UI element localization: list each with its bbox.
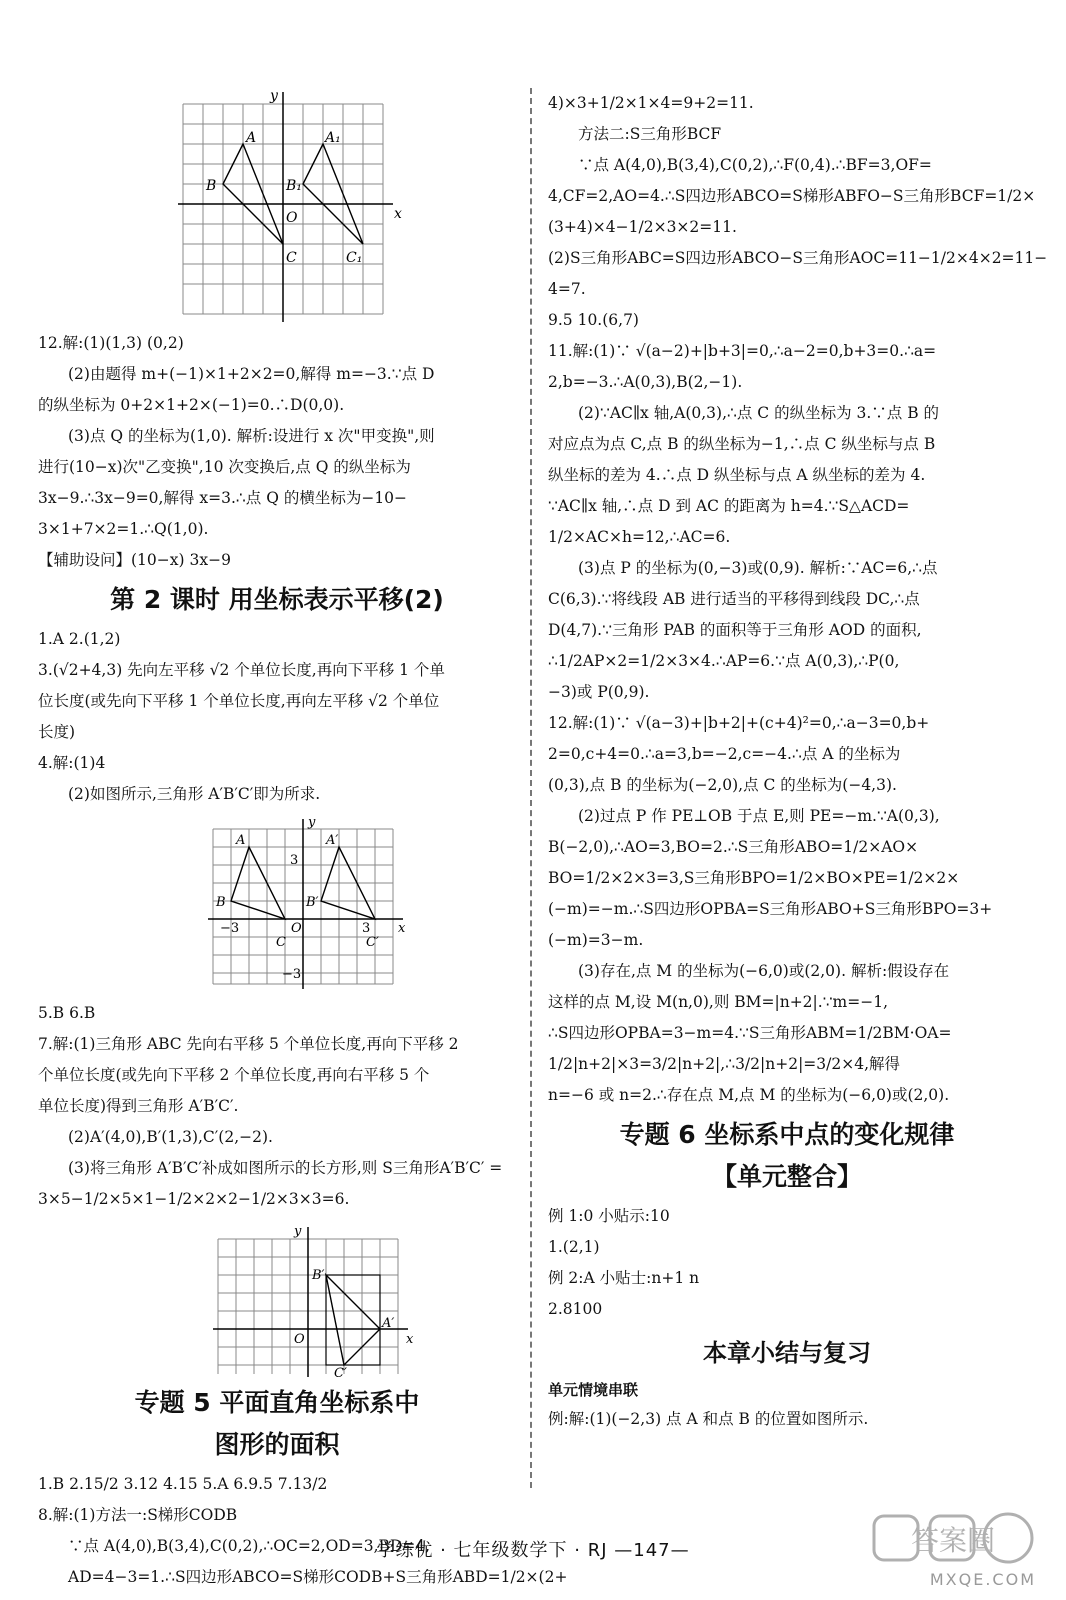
text-line: (0,3),点 B 的坐标为(−2,0),点 C 的坐标为(−4,3). bbox=[548, 776, 897, 794]
tick-3-y: 3 bbox=[290, 853, 299, 868]
text-line: 方法二:S三角形BCF bbox=[578, 125, 722, 143]
text-line: 3×1+7×2=1.∴Q(1,0). bbox=[38, 520, 209, 538]
text-line: 4,CF=2,AO=4.∴S四边形ABCO=S梯形ABFO−S三角形BCF=1/2× bbox=[548, 187, 1036, 205]
label-o: O bbox=[286, 210, 298, 226]
text-line: n=−6 或 n=2.∴存在点 M,点 M 的坐标为(−6,0)或(2,0). bbox=[548, 1086, 950, 1104]
q8-continued-and-q9-12 bbox=[548, 88, 1048, 1111]
unit-integration-title: 【单元整合】 bbox=[711, 1162, 862, 1191]
text-line: 这样的点 M,设 M(n,0),则 BM=|n+2|.∵m=−1, bbox=[548, 993, 889, 1011]
text-line: 位长度(或先向下平移 1 个单位长度,再向左平移 √2 个单位 bbox=[38, 692, 440, 710]
topic5-title-line1: 专题 5 平面直角坐标系中 bbox=[134, 1388, 420, 1417]
chapter-review-title: 本章小结与复习 bbox=[703, 1339, 871, 1367]
q5-7-block bbox=[38, 998, 516, 1215]
figure-2-translation-grid bbox=[198, 814, 598, 994]
label-c: C bbox=[276, 935, 286, 950]
text-line: 1.B 2.15/2 3.12 4.15 5.A 6.9.5 7.13/2 bbox=[38, 1475, 328, 1493]
triangle-abc bbox=[223, 144, 283, 244]
text-line: (2)如图所示,三角形 A′B′C′即为所求. bbox=[68, 785, 321, 803]
text-line: (2)由题得 m+(−1)×1+2×2=0,解得 m=−3.∵点 D bbox=[68, 365, 435, 383]
text-line: 1/2|n+2|×3=3/2|n+2|,∴3/2|n+2|=3/2×4,解得 bbox=[548, 1055, 900, 1073]
text-line: (2)∵AC∥x 轴,A(0,3),∴点 C 的纵坐标为 3.∵点 B 的 bbox=[578, 404, 940, 422]
text-line: 4.解:(1)4 bbox=[38, 754, 106, 772]
label-b2: B′ bbox=[312, 1268, 325, 1283]
text-line: −3)或 P(0,9). bbox=[548, 683, 650, 701]
topic5-title-line2: 图形的面积 bbox=[214, 1430, 340, 1459]
triangle-a2b2c2 bbox=[326, 1275, 380, 1365]
label-a2: A′ bbox=[326, 833, 339, 848]
topic6-title: 专题 6 坐标系中点的变化规律 bbox=[619, 1120, 955, 1149]
tick-3-x: 3 bbox=[362, 921, 371, 936]
text-line: 对应点为点 C,点 B 的纵坐标为−1,∴点 C 纵坐标与点 B bbox=[548, 435, 936, 453]
tick-neg3-x: −3 bbox=[220, 921, 240, 936]
text-line: AD=4−3=1.∴S四边形ABCO=S梯形CODB+S三角形ABD=1/2×(2+ bbox=[68, 1568, 568, 1586]
label-a2: A′ bbox=[382, 1316, 395, 1331]
text-line: (2)A′(4,0),B′(1,3),C′(2,−2). bbox=[68, 1128, 273, 1146]
label-a1: A₁ bbox=[325, 130, 341, 146]
topic6-answers bbox=[548, 1201, 1026, 1325]
text-line: 1/2×AC×h=12,∴AC=6. bbox=[548, 528, 731, 546]
text-line: C(6,3).∵将线段 AB 进行适当的平移得到线段 DC,∴点 bbox=[548, 590, 920, 608]
text-line: 例 2:A 小贴士:n+1 n bbox=[548, 1269, 700, 1287]
right-column bbox=[548, 88, 1048, 1435]
text-line: B(−2,0),∴AO=3,BO=2.∴S三角形ABO=1/2×AO× bbox=[548, 838, 919, 856]
text-line: 单位长度)得到三角形 A′B′C′. bbox=[38, 1097, 239, 1115]
label-y: y bbox=[270, 88, 278, 104]
text-line: (3)存在,点 M 的坐标为(−6,0)或(2,0). 解析:假设存在 bbox=[578, 962, 950, 980]
text-line: (2)S三角形ABC=S四边形ABCO−S三角形AOC=11−1/2×4×2=11− bbox=[548, 249, 1048, 267]
text-line: 长度) bbox=[38, 723, 76, 741]
text-line: 1.(2,1) bbox=[548, 1238, 600, 1256]
label-c: C bbox=[286, 250, 297, 266]
text-line: 2,b=−3.∴A(0,3),B(2,−1). bbox=[548, 373, 743, 391]
label-b: B bbox=[216, 895, 226, 910]
lesson-title: 第 2 课时 用坐标表示平移(2) bbox=[110, 585, 444, 614]
label-c2: C′ bbox=[366, 935, 379, 950]
text-line: 纵坐标的差为 4.∴点 D 纵坐标与点 A 纵坐标的差为 4. bbox=[548, 466, 926, 484]
label-c2: C′ bbox=[334, 1366, 347, 1379]
text-line: 例:解:(1)(−2,3) 点 A 和点 B 的位置如图所示. bbox=[548, 1410, 869, 1428]
text-line: (2)过点 P 作 PE⊥OB 于点 E,则 PE=−m.∵A(0,3), bbox=[578, 807, 940, 825]
text-line: (3)点 Q 的坐标为(1,0). 解析:设进行 x 次"甲变换",则 bbox=[68, 427, 435, 445]
triangle-a1b1c1 bbox=[303, 144, 363, 244]
label-y: y bbox=[294, 1224, 302, 1239]
text-line: 3×5−1/2×5×1−1/2×2×2−1/2×3×3=6. bbox=[38, 1190, 350, 1208]
text-line: (3)将三角形 A′B′C′补成如图所示的长方形,则 S三角形A′B′C′ = bbox=[68, 1159, 503, 1177]
label-a: A bbox=[246, 130, 257, 146]
text-line: 2.8100 bbox=[548, 1300, 603, 1318]
text-line: ∵AC∥x 轴,∴点 D 到 AC 的距离为 h=4.∵S△ACD= bbox=[548, 497, 910, 515]
text-line: 【辅助设问】(10−x) 3x−9 bbox=[38, 551, 231, 569]
text-line: 4=7. bbox=[548, 280, 586, 298]
figure-1-coordinate-grid bbox=[158, 84, 558, 324]
text-line: ∵点 A(4,0),B(3,4),C(0,2),∴F(0,4).∴BF=3,OF= bbox=[578, 156, 932, 174]
text-line: 12.解:(1)∵ √(a−3)+|b+2|+(c+4)²=0,∴a−3=0,b+ bbox=[548, 714, 930, 732]
text-line: (3)点 P 的坐标为(0,−3)或(0,9). 解析:∵AC=6,∴点 bbox=[578, 559, 938, 577]
text-line: (3+4)×4−1/2×3×2=11. bbox=[548, 218, 737, 236]
text-line: 个单位长度(或先向下平移 2 个单位长度,再向右平移 5 个 bbox=[38, 1066, 430, 1084]
text-line: 的纵坐标为 0+2×1+2×(−1)=0.∴D(0,0). bbox=[38, 396, 345, 414]
tick-neg3-y: −3 bbox=[282, 967, 302, 982]
text-line: (−m)=3−m. bbox=[548, 931, 644, 949]
text-line: 11.解:(1)∵ √(a−2)+|b+3|=0,∴a−2=0,b+3=0.∴a= bbox=[548, 342, 937, 360]
watermark-text: MXQE.COM bbox=[929, 1570, 1036, 1589]
q12-block bbox=[38, 328, 516, 576]
text-line: ∵点 A(4,0),B(3,4),C(0,2),∴OC=2,OD=3,BD=4, bbox=[68, 1537, 431, 1555]
label-x: x bbox=[394, 206, 402, 222]
label-b2: B′ bbox=[306, 895, 319, 910]
watermark-chinese-text: 答案圈 bbox=[910, 1524, 996, 1557]
page-footer: 学练优 · 七年级数学下 · RJ —147— bbox=[376, 1540, 690, 1561]
label-b1: B₁ bbox=[286, 178, 302, 194]
lesson-answers bbox=[38, 624, 516, 810]
text-line: 3x−9.∴3x−9=0,解得 x=3.∴点 Q 的横坐标为−10− bbox=[38, 489, 408, 507]
text-line: (−m)=−m.∴S四边形OPBA=S三角形ABO+S三角形BPO=3+ bbox=[548, 900, 993, 918]
unit-context-heading: 单元情境串联 bbox=[548, 1381, 639, 1399]
label-a: A bbox=[236, 833, 246, 848]
text-line: 1.A 2.(1,2) bbox=[38, 630, 121, 648]
text-line: 2=0,c+4=0.∴a=3,b=−2,c=−4.∴点 A 的坐标为 bbox=[548, 745, 901, 763]
label-b: B bbox=[206, 178, 217, 194]
text-line: 进行(10−x)次"乙变换",10 次变换后,点 Q 的纵坐标为 bbox=[38, 458, 411, 476]
text-line: 12.解:(1)(1,3) (0,2) bbox=[38, 334, 184, 352]
text-line: 7.解:(1)三角形 ABC 先向右平移 5 个单位长度,再向下平移 2 bbox=[38, 1035, 459, 1053]
text-line: 9.5 10.(6,7) bbox=[548, 311, 639, 329]
text-line: 例 1:0 小贴示:10 bbox=[548, 1207, 670, 1225]
label-o: O bbox=[291, 921, 302, 936]
text-line: BO=1/2×2×3=3,S三角形BPO=1/2×BO×PE=1/2×2× bbox=[548, 869, 960, 887]
text-line: ∴1/2AP×2=1/2×3×4.∴AP=6.∵点 A(0,3),∴P(0, bbox=[548, 652, 900, 670]
label-c1: C₁ bbox=[346, 250, 363, 266]
text-line: 4)×3+1/2×1×4=9+2=11. bbox=[548, 94, 754, 112]
text-line: D(4,7).∵三角形 PAB 的面积等于三角形 AOD 的面积, bbox=[548, 621, 922, 639]
label-x: x bbox=[398, 921, 406, 936]
label-x: x bbox=[406, 1332, 414, 1347]
text-line: 8.解:(1)方法一:S梯形CODB bbox=[38, 1506, 238, 1524]
label-o: O bbox=[294, 1332, 305, 1347]
label-y: y bbox=[308, 815, 316, 830]
text-line: 3.(√2+4,3) 先向左平移 √2 个单位长度,再向下平移 1 个单 bbox=[38, 661, 445, 679]
text-line: ∴S四边形OPBA=3−m=4.∵S三角形ABM=1/2BM·OA= bbox=[548, 1024, 952, 1042]
text-line: 5.B 6.B bbox=[38, 1004, 96, 1022]
